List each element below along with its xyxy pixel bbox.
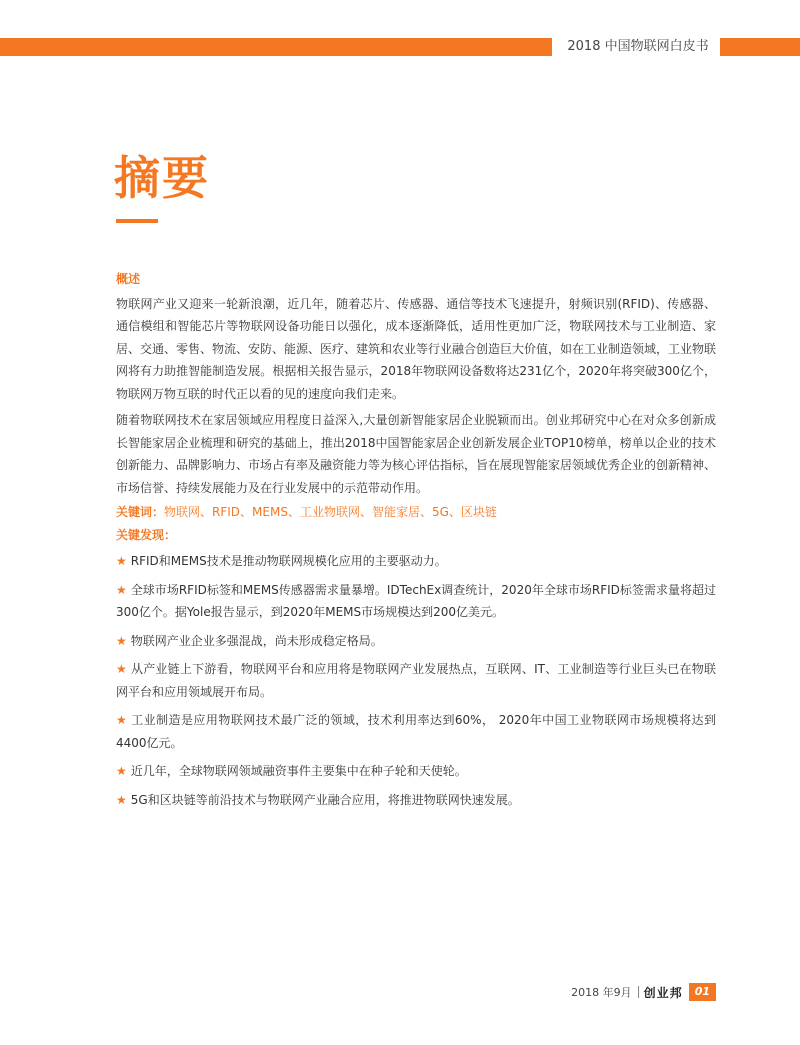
title-underline — [116, 219, 158, 223]
keywords-label: 关键词： — [116, 505, 165, 519]
footer-date: 2018 年9月 — [571, 986, 632, 999]
star-icon: ★ — [116, 713, 128, 727]
footer-logo: 创业邦 — [643, 985, 683, 1000]
finding-item: ★ 近几年，全球物联网领域融资事件主要集中在种子轮和天使轮。 — [116, 764, 467, 778]
star-icon: ★ — [116, 764, 127, 778]
main-content — [116, 268, 716, 817]
keywords-line — [116, 501, 716, 524]
page-title: 摘要 — [114, 151, 210, 205]
footer — [560, 982, 716, 1002]
findings-list — [116, 550, 716, 811]
header-accent-bar-right — [720, 38, 800, 56]
findings-label: 关键发现： — [116, 527, 177, 542]
finding-item: ★ RFID和MEMS技术是推动物联网规模化应用的主要驱动力。 — [116, 554, 447, 568]
footer-divider — [638, 986, 639, 998]
page-number: 01 — [689, 983, 716, 1001]
finding-item: ★ 全球市场RFID标签和MEMS传感器需求量暴增。IDTechEx调查统计，2020年全球市场RFID标签需求量将超过300亿个。据Yole报告显示，到2020年MEMS市场规模达到200亿美元。 — [116, 582, 717, 619]
star-icon: ★ — [116, 792, 127, 807]
finding-item: ★ 5G和区块链等前沿技术与物联网产业融合应用，将推进物联网快速发展。 — [116, 792, 520, 807]
star-icon: ★ — [116, 554, 127, 568]
keywords-list: 物联网、RFID、MEMS、工业物联网、智能家居、5G、区块链 — [164, 505, 497, 519]
header-title: 2018 中国物联网白皮书 — [567, 39, 709, 54]
header-accent-bar-left — [0, 38, 552, 56]
star-icon: ★ — [116, 633, 127, 648]
finding-item: ★ 工业制造是应用物联网技术最广泛的领域，技术利用率达到60%， 2020年中国工业物联网市场规模将达到4400亿元。 — [116, 713, 717, 750]
overview-label: 概述 — [116, 272, 141, 286]
star-icon: ★ — [116, 582, 127, 597]
finding-item: ★ 从产业链上下游看，物联网平台和应用将是物联网产业发展热点，互联网、IT、工业制造等行业巨头已在物联网平台和应用领域展开布局。 — [116, 662, 717, 699]
finding-item: ★ 物联网产业企业多强混战，尚未形成稳定格局。 — [116, 633, 383, 648]
overview-paragraph-2: 随着物联网技术在家居领域应用程度日益深入,大量创新智能家居企业脱颖而出。创业邦研究中心在对众多创新成长智能家居企业梳理和研究的基础上，推出2018中国智能家居企业创新发展企业TOP10榜单，榜单以企业的技术创新能力、品牌影响力、市场占有率及融资能力等为核心评估指标，旨在展现智能家居领域优秀企业的创新精神、市场信誉、持续发展能力及在行业发展中的示范带动作用。 — [116, 413, 717, 495]
star-icon: ★ — [116, 662, 127, 676]
overview-paragraph-1: 物联网产业又迎来一轮新浪潮，近几年，随着芯片、传感器、通信等技术飞速提升，射频识别(RFID)、传感器、通信模组和智能芯片等物联网设备功能日以强化，成本逐渐降低，适用性更加广泛，物联网技术与工业制造、家居、交通、零售、物流、安防、能源、医疗、建筑和农业等行业融合创造巨大价值，如在工业制造领域，工业物联网将有力助推智能制造发展。根据相关报告显示，2018年物联网设备数将达231亿个，2020年将突破300亿个，物联网万物互联的时代正以看的见的速度向我们走来。 — [116, 296, 717, 401]
